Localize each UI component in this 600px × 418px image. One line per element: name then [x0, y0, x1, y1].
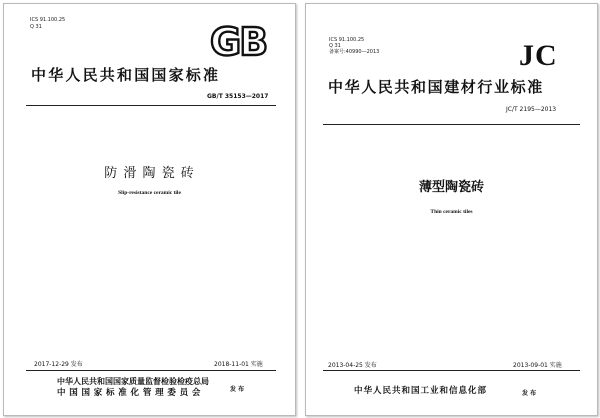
header-rule — [26, 105, 276, 106]
ics-code: ICS 91.100.25 — [329, 37, 365, 43]
gb-standard-cover — [3, 3, 296, 416]
publisher-line-1: 中华人民共和国国家质量监督检验检疫总局 — [57, 377, 209, 386]
jc-standard-cover — [305, 3, 598, 416]
footer-rule — [26, 370, 276, 371]
header-rule — [323, 124, 580, 125]
standard-code: GB/T 35153—2017 — [207, 93, 269, 100]
classification-code: Q 31 — [329, 43, 341, 49]
standard-code: JC/T 2195—2013 — [506, 106, 557, 113]
publisher: 中华人民共和国工业和信息化部 — [354, 386, 488, 396]
release-date: 2013-04-25 发布 — [328, 362, 377, 369]
gb-logo: GB — [210, 20, 267, 64]
release-date: 2017-12-29 发布 — [34, 361, 83, 368]
classification-code: Q 31 — [30, 24, 42, 30]
org-title: 中华人民共和国建材行业标准 — [328, 78, 544, 96]
ics-code: ICS 91.100.25 — [30, 17, 66, 23]
publish-word: 发 布 — [522, 390, 537, 397]
document-title-en: Slip-resistance ceramic tile — [118, 190, 181, 196]
publisher-line-2: 中 国 国 家 标 准 化 管 理 委 员 会 — [57, 388, 201, 398]
footer-rule — [323, 370, 580, 371]
org-title: 中华人民共和国国家标准 — [31, 66, 221, 84]
effective-date: 2013-09-01 实施 — [513, 362, 562, 369]
publish-word: 发 布 — [230, 386, 245, 393]
document-title-en: Thin ceramic tiles — [430, 209, 473, 215]
jc-logo: JC — [519, 39, 558, 72]
effective-date: 2018-11-01 实施 — [214, 361, 263, 368]
document-title-cn: 薄型陶瓷砖 — [418, 180, 484, 195]
filing-number: 备案号:40990—2013 — [329, 49, 380, 55]
document-title-cn: 防 滑 陶 瓷 砖 — [104, 166, 195, 181]
